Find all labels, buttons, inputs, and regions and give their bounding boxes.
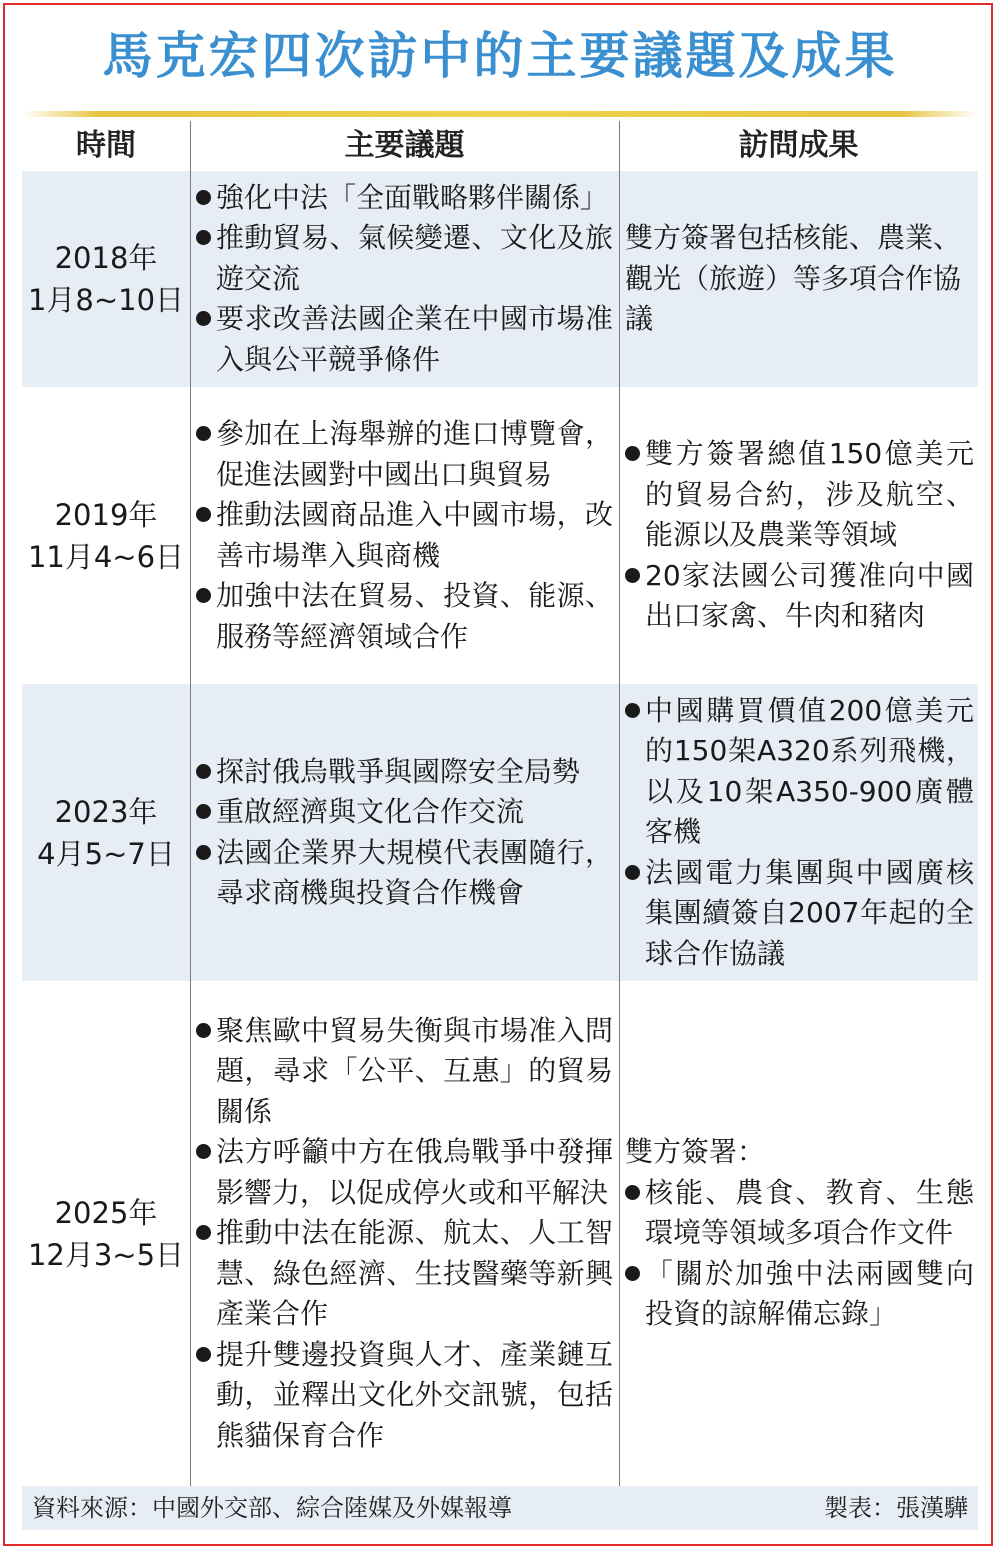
list-item: 推動貿易、氣候變遷、文化及旅遊交流: [196, 218, 613, 299]
column-divider: [619, 121, 620, 1486]
visit-days: 1月8~10日: [27, 283, 185, 317]
source-note: 資料來源：中國外交部、綜合陸媒及外媒報導: [32, 1494, 512, 1522]
bullet-icon: [196, 426, 211, 441]
bullet-icon: [196, 845, 211, 860]
visit-days: 4月5~7日: [37, 836, 175, 871]
list-item: 「關於加強中法兩國雙向投資的諒解備忘錄」: [625, 1254, 974, 1335]
bullet-icon: [196, 1347, 211, 1362]
results-cell: [619, 684, 978, 981]
bullet-icon: [625, 703, 640, 718]
results-cell: [619, 171, 978, 387]
bullet-icon: [625, 1266, 640, 1281]
list-item: 參加在上海舉辦的進口博覽會，促進法國對中國出口與貿易: [196, 414, 613, 495]
list-item: 雙方簽署總值150億美元的貿易合約，涉及航空、能源以及農業等領域: [625, 434, 974, 556]
table-row: [22, 387, 978, 684]
table-row: [22, 981, 978, 1486]
issues-cell: [190, 981, 619, 1486]
list-item: 強化中法「全面戰略夥伴關係」: [196, 178, 613, 219]
bullet-icon: [625, 1185, 640, 1200]
bullet-icon: [196, 230, 211, 245]
visit-days: 12月3~5日: [27, 1237, 185, 1272]
list-item: 20家法國公司獲准向中國出口家禽、牛肉和豬肉: [625, 556, 974, 637]
header-time: 時間: [76, 128, 136, 163]
visit-year: 2019年: [54, 497, 158, 532]
bullet-icon: [196, 507, 211, 522]
time-cell: [22, 684, 190, 981]
results-intro: 雙方簽署：: [625, 1135, 766, 1169]
issues-cell: [190, 684, 619, 981]
bullet-icon: [196, 764, 211, 779]
list-item: 中國購買價值200億美元的150架A320系列飛機，以及10架A350-900廣體客機: [625, 691, 974, 853]
table-row: [22, 684, 978, 981]
visit-year: 2025年: [54, 1195, 158, 1230]
page-title: 馬克宏四次訪中的主要議題及成果: [102, 27, 898, 85]
table-footer: [22, 1486, 978, 1530]
results-text: 雙方簽署包括核能、農業、觀光（旅遊）等多項合作協議: [625, 221, 962, 336]
list-item: 法國電力集團與中國廣核集團續簽自2007年起的全球合作協議: [625, 853, 974, 975]
bullet-icon: [196, 190, 211, 205]
issues-cell: [190, 387, 619, 684]
bullet-icon: [196, 1144, 211, 1159]
table-header: [22, 121, 978, 171]
bullet-icon: [625, 446, 640, 461]
list-item: 聚焦歐中貿易失衡與市場准入問題，尋求「公平、互惠」的貿易關係: [196, 1011, 613, 1133]
list-item: 法國企業界大規模代表團隨行，尋求商機與投資合作機會: [196, 833, 613, 914]
header-results: 訪問成果: [738, 128, 859, 163]
list-item: 重啟經濟與文化合作交流: [196, 792, 613, 833]
list-item: 提升雙邊投資與人才、產業鏈互動，並釋出文化外交訊號，包括熊貓保育合作: [196, 1335, 613, 1457]
results-cell: [619, 387, 978, 684]
issues-cell: [190, 171, 619, 387]
list-item: 加強中法在貿易、投資、能源、服務等經濟領域合作: [196, 576, 613, 657]
list-item: 探討俄烏戰爭與國際安全局勢: [196, 752, 613, 793]
time-cell: [22, 981, 190, 1486]
bullet-icon: [196, 804, 211, 819]
list-item: 推動中法在能源、航太、人工智慧、綠色經濟、生技醫藥等新興產業合作: [196, 1213, 613, 1335]
bullet-icon: [196, 1023, 211, 1038]
list-item: 要求改善法國企業在中國市場准入與公平競爭條件: [196, 299, 613, 380]
table-row: [22, 171, 978, 387]
summary-table: [22, 121, 978, 1486]
visit-days: 11月4~6日: [27, 539, 185, 574]
credit-note: 製表：張漢驊: [824, 1494, 968, 1522]
title-underline: [22, 111, 978, 117]
visit-year: 2018年: [54, 241, 158, 275]
column-divider: [190, 121, 191, 1486]
list-item: 推動法國商品進入中國市場，改善市場準入與商機: [196, 495, 613, 576]
bullet-icon: [196, 1225, 211, 1240]
bullet-icon: [196, 588, 211, 603]
time-cell: [22, 387, 190, 684]
bullet-icon: [625, 568, 640, 583]
bullet-icon: [196, 311, 211, 326]
visit-year: 2023年: [54, 794, 158, 829]
list-item: 核能、農食、教育、生態環境等領域多項合作文件: [625, 1173, 974, 1254]
bullet-icon: [625, 865, 640, 880]
results-cell: [619, 981, 978, 1486]
header-issues: 主要議題: [344, 128, 465, 163]
time-cell: [22, 171, 190, 387]
list-item: 法方呼籲中方在俄烏戰爭中發揮影響力，以促成停火或和平解決: [196, 1132, 613, 1213]
